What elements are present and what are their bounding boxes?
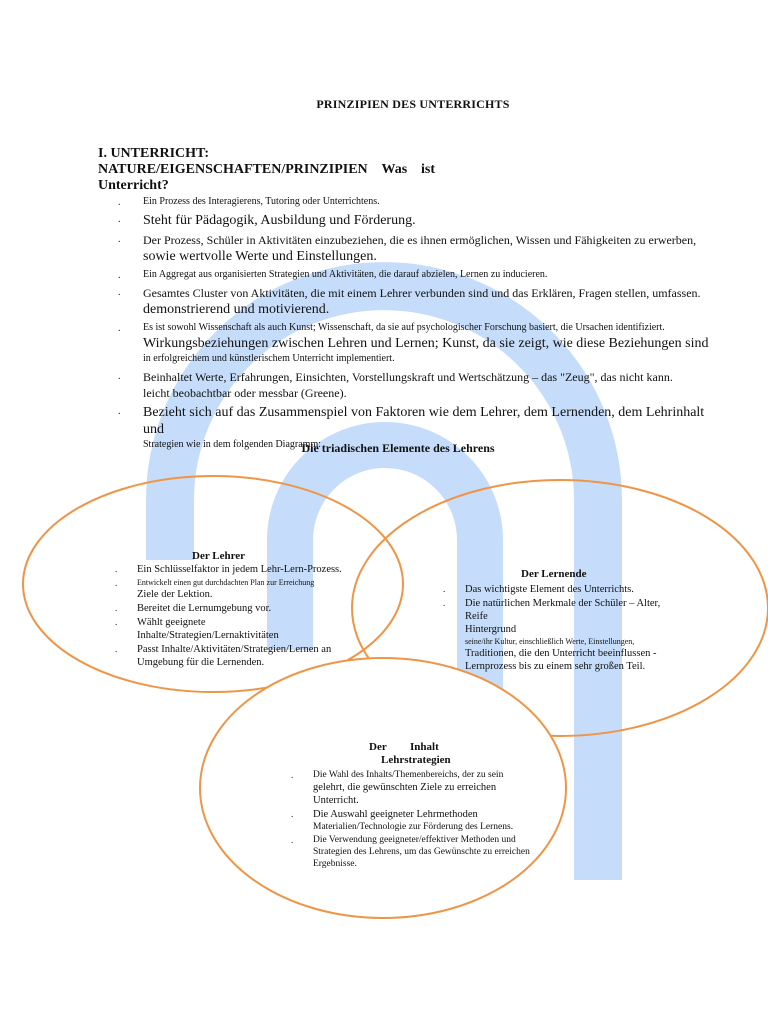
lehrer-item-line: Entwickelt einen gut durchdachten Plan zur Erreichung (137, 578, 315, 587)
lehrer-title: Der Lehrer (192, 550, 246, 562)
lehrer-item (115, 616, 365, 642)
definition-item-line: Ein Prozess des Interagierens, Tutoring oder Unterrichtens. (143, 196, 380, 207)
lehrer-item-line: Ein Schlüsselfaktor in jedem Lehr-Lern-Prozess. (137, 564, 342, 575)
inhalt-item-line: Materialien/Technologie zur Förderung des Lernens. (313, 822, 514, 832)
lehrer-item (115, 643, 365, 669)
inhalt-item-line: Die Auswahl geeigneter Lehrmethoden (313, 809, 478, 820)
lernende-item-line: Hintergrund (465, 624, 517, 635)
definition-item-line: leicht beobachtbar oder messbar (Greene). (143, 386, 347, 400)
lehrer-list (115, 563, 365, 669)
lernende-item-line: Lernprozess bis zu einem sehr großen Teil. (465, 661, 646, 672)
lehrer-item-line: Ziele der Lektion. (137, 589, 213, 600)
lernende-item-line: Die natürlichen Merkmale der Schüler – Alter, (465, 598, 661, 609)
lernende-item-line: Reife (465, 611, 488, 622)
lernende-title: Der Lernende (521, 568, 587, 580)
lernende-item-line: Das wichtigste Element des Unterrichts. (465, 584, 634, 595)
definition-item-line: sowie wertvolle Werte und Einstellungen. (143, 249, 377, 264)
definition-item-line: Strategien wie in dem folgenden Diagramm: (143, 439, 322, 450)
bullet-marker: . (115, 617, 118, 627)
heading-line-2-right: ist (420, 162, 435, 177)
definition-item-line: demonstrierend und motivierend. (143, 302, 330, 317)
lehrer-item-line: Umgebung für die Lernenden. (137, 657, 265, 668)
definition-item-line: Der Prozess, Schüler in Aktivitäten einzubeziehen, die es ihnen ermöglichen, Wissen und Fähigkeiten zu erwerben, (143, 233, 697, 247)
lernende-item-line: Traditionen, die den Unterricht beeinflussen - (465, 648, 657, 659)
definition-item-line: Ein Aggregat aus organisierten Strategien und Aktivitäten, die darauf abzielen, Lernen zu inducieren. (143, 269, 548, 280)
bullet-marker: . (443, 584, 446, 594)
lehrer-item (115, 602, 365, 615)
bullet-marker: . (118, 371, 121, 382)
inhalt-item-line: Die Wahl des Inhalts/Themenbereichs, der zu sein (313, 770, 504, 780)
inhalt-list (291, 769, 561, 870)
inhalt-item (291, 808, 561, 833)
lernende-item (443, 583, 693, 596)
heading-line-3: Unterricht? (98, 178, 169, 193)
bullet-marker: . (291, 770, 294, 780)
definition-item-line: Bezieht sich auf das Zusammenspiel von Faktoren wie dem Lehrer, dem Lernenden, dem Lehrinhalt und (143, 405, 705, 437)
bullet-marker: . (291, 835, 294, 845)
bullet-marker: . (291, 809, 294, 819)
inhalt-text (291, 741, 561, 871)
definition-item-line: Es ist sowohl Wissenschaft als auch Kunst; Wissenschaft, da sie auf psychologischer Forschung basiert, die Ursachen identifiziert. (143, 322, 665, 333)
heading-line-2-left: NATURE/EIGENSCHAFTEN/PRINZIPIEN (98, 162, 368, 177)
inhalt-item (291, 834, 561, 870)
lernende-item (443, 597, 693, 673)
bullet-marker: . (118, 214, 121, 225)
inhalt-item-line: Unterricht. (313, 795, 359, 806)
inhalt-title-a: Der (369, 741, 387, 753)
inhalt-item-line: Ergebnisse. (313, 859, 357, 869)
definition-item-line: Wirkungsbeziehungen zwischen Lehren und Lernen; Kunst, da sie zeigt, wie diese Beziehungen sind (143, 336, 709, 351)
bullet-marker: . (115, 603, 118, 613)
bullet-marker: . (118, 287, 121, 298)
inhalt-item-line: Die Verwendung geeigneter/effektiver Methoden und (313, 835, 516, 845)
bullet-marker: . (118, 323, 121, 334)
inhalt-title-2: Lehrstrategien (381, 754, 451, 766)
lernende-list (443, 583, 693, 673)
lehrer-item (115, 563, 365, 576)
page-title: PRINZIPIEN DES UNTERRICHTS (316, 97, 510, 111)
inhalt-item (291, 769, 561, 807)
inhalt-title-b: Inhalt (410, 741, 439, 753)
bullet-marker: . (118, 270, 121, 281)
bullet-marker: . (443, 598, 446, 608)
definition-item-line: Beinhaltet Werte, Erfahrungen, Einsichten, Vorstellungskraft und Wertschätzung – das "Zeug", das nicht kann. (143, 370, 673, 384)
lehrer-item-line: Wählt geeignete (137, 617, 206, 628)
bullet-marker: . (118, 406, 121, 417)
bullet-marker: . (115, 644, 118, 654)
lehrer-item-line: Passt Inhalte/Aktivitäten/Strategien/Lernen an (137, 644, 332, 655)
definition-item-line: in erfolgreichem und künstlerischem Unterricht implementiert. (143, 353, 395, 364)
lehrer-text (115, 550, 365, 670)
heading-line-2-mid: Was (381, 162, 408, 177)
bullet-marker: . (115, 578, 118, 588)
lernende-item-line: seine/ihr Kultur, einschließlich Werte, Einstellungen, (465, 637, 635, 646)
lehrer-item (115, 577, 365, 601)
definition-item-line: Steht für Pädagogik, Ausbildung und Förderung. (143, 213, 416, 228)
lehrer-item-line: Bereitet die Lernumgebung vor. (137, 603, 272, 614)
lernende-text (443, 568, 693, 674)
diagram-title: Die triadischen Elemente des Lehrens (301, 441, 495, 455)
bullet-marker: . (118, 197, 121, 208)
bullet-marker: . (118, 234, 121, 245)
inhalt-item-line: Strategien des Lehrens, um das Gewünschte zu erreichen (313, 847, 530, 857)
inhalt-title-1 (291, 741, 561, 754)
heading-line-1: I. UNTERRICHT: (98, 146, 209, 161)
bullet-marker: . (115, 564, 118, 574)
definition-item-line: Gesamtes Cluster von Aktivitäten, die mit einem Lehrer verbunden sind und das Erklären, Fragen stellen, umfassen. (143, 286, 701, 300)
lehrer-item-line: Inhalte/Strategien/Lernaktivitäten (137, 630, 279, 641)
inhalt-item-line: gelehrt, die gewünschten Ziele zu erreichen (313, 782, 497, 793)
